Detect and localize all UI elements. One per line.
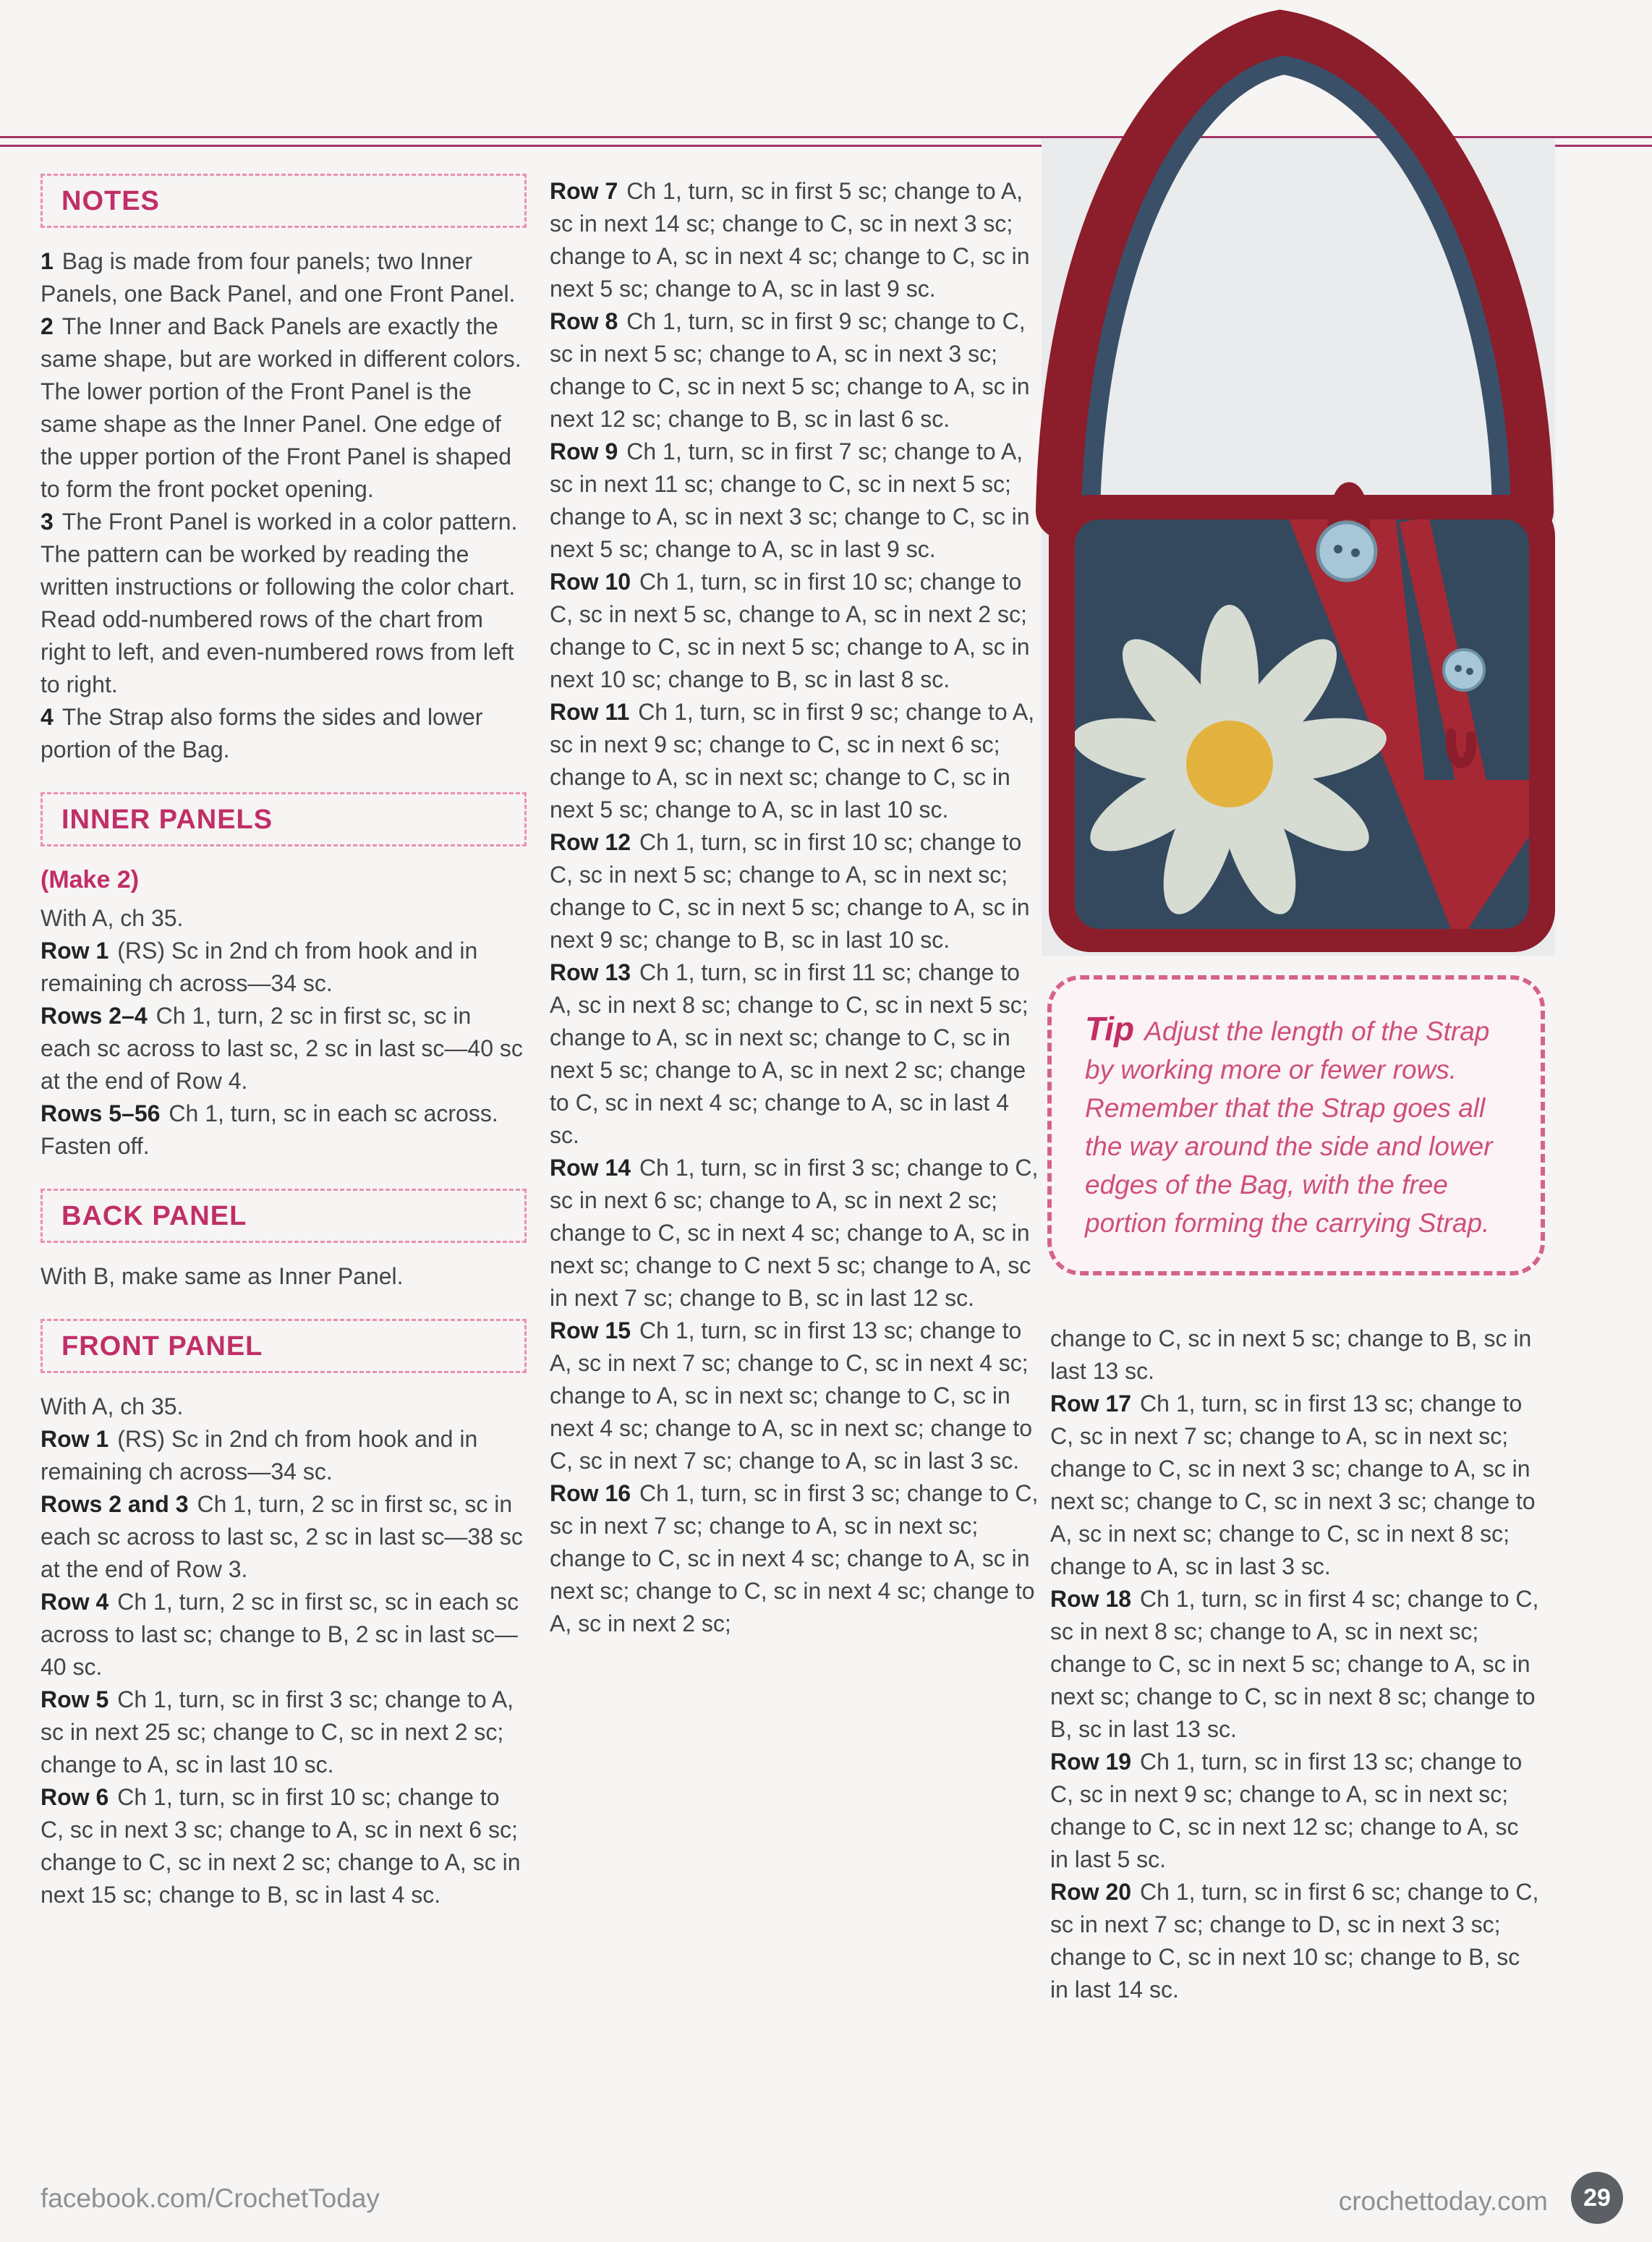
back-panel-section-header: BACK PANEL — [41, 1189, 527, 1243]
pattern-paragraph — [1050, 1746, 1542, 1876]
row-label: Row 1 — [41, 1426, 109, 1452]
pattern-paragraph — [41, 1130, 527, 1163]
row-text: change to C, sc in next 5 sc; change to B, sc in last 13 sc. — [1050, 1325, 1532, 1384]
row-label: Rows 2 and 3 — [41, 1491, 189, 1517]
row-text: Ch 1, turn, sc in first 5 sc; change to A, sc in next 14 sc; change to C, sc in next 3 sc; change to A, sc in next 4 sc; change to C, sc in next 5 sc; change to A, sc in last 9 sc. — [550, 178, 1030, 302]
row-label: Row 17 — [1050, 1390, 1132, 1417]
row-label: Row 13 — [550, 959, 631, 985]
pattern-paragraph — [1050, 1583, 1542, 1746]
pattern-paragraph — [550, 696, 1039, 826]
pattern-paragraph — [41, 1000, 527, 1097]
row-label: Row 10 — [550, 569, 631, 595]
row-text: Ch 1, turn, sc in first 10 sc; change to C, sc in next 5 sc, change to A, sc in next 2 sc; change to C, sc in next 5 sc; change to A, sc in next 10 sc; change to B, sc in last 8 sc. — [550, 569, 1030, 692]
inner-panels-section-header: INNER PANELS — [41, 792, 527, 846]
inner-panels-subtitle: (Make 2) — [41, 866, 140, 893]
row-text: Ch 1, turn, sc in first 13 sc; change to C, sc in next 9 sc; change to A, sc in next sc; change to C, sc in next 12 sc; change to A, sc in last 5 sc. — [1050, 1749, 1523, 1872]
column-middle — [550, 175, 1039, 1640]
row-label: Row 7 — [550, 178, 618, 204]
bag-photo — [1020, 4, 1555, 959]
row-text: Ch 1, turn, sc in first 3 sc; change to C, sc in next 7 sc; change to A, sc in next sc; change to C, sc in next 4 sc; change to A, sc in next sc; change to C, sc in next 4 sc; change to A, sc in next 2 sc; — [550, 1480, 1039, 1636]
row-label: Row 14 — [550, 1155, 631, 1181]
bag-photo-illustration — [1020, 4, 1555, 959]
row-label: Row 1 — [41, 938, 109, 964]
row-text: With B, make same as Inner Panel. — [41, 1263, 404, 1289]
row-text: Ch 1, turn, sc in first 3 sc; change to C, sc in next 6 sc; change to A, sc in next 2 sc; change to C, sc in next 4 sc; change to A, sc in next sc; change to C next 5 sc; change to A, sc in next 7 sc; change to B, sc in last 12 sc. — [550, 1155, 1039, 1311]
row-label: Row 8 — [550, 308, 618, 334]
row-label: Row 20 — [1050, 1879, 1132, 1905]
row-label: Row 11 — [550, 699, 630, 725]
row-label: Row 9 — [550, 438, 618, 464]
pattern-paragraph — [550, 1315, 1039, 1477]
pattern-paragraph — [550, 566, 1039, 696]
front-panel-instructions — [41, 1390, 527, 1911]
pattern-paragraph — [550, 1477, 1039, 1640]
note-text: Bag is made from four panels; two Inner Panels, one Back Panel, and one Front Panel. — [41, 248, 516, 307]
note-number: 4 — [41, 704, 54, 730]
pattern-paragraph — [1050, 1388, 1542, 1583]
note-item — [41, 245, 527, 310]
daisy-center — [1186, 721, 1273, 807]
row-label: Rows 5–56 — [41, 1100, 161, 1126]
row-text: Ch 1, turn, 2 sc in first sc, sc in each sc across to last sc; change to B, 2 sc in last sc—40 sc. — [41, 1589, 519, 1680]
note-item — [41, 701, 527, 766]
tip-box — [1047, 975, 1545, 1275]
row-text: Ch 1, turn, sc in first 11 sc; change to A, sc in next 8 sc; change to C, sc in next 5 sc; change to A, sc in next sc; change to C, sc in next 5 sc; change to A, sc in next 2 sc; change to C, sc in next 4 sc; change to A, sc in last 4 sc. — [550, 959, 1029, 1148]
bag-button — [1318, 522, 1376, 580]
row-text: (RS) Sc in 2nd ch from hook and in remaining ch across—34 sc. — [41, 938, 478, 996]
row-label: Row 18 — [1050, 1586, 1132, 1612]
inner-panels-instructions — [41, 902, 527, 1163]
row-label: Rows 2–4 — [41, 1003, 148, 1029]
pattern-paragraph — [41, 935, 527, 1000]
pattern-paragraph — [41, 1097, 527, 1130]
pattern-paragraph — [41, 1586, 527, 1683]
footer-facebook-url: facebook.com/CrochetToday — [41, 2183, 380, 2213]
note-number: 2 — [41, 313, 54, 339]
row-label: Row 6 — [41, 1784, 109, 1810]
inner-bag-button — [1444, 650, 1484, 690]
pattern-paragraph — [41, 1390, 527, 1423]
pattern-paragraph — [41, 902, 527, 935]
row-text: Ch 1, turn, sc in first 10 sc; change to C, sc in next 3 sc; change to A, sc in next 6 sc; change to C, sc in next 2 sc; change to A, sc in next 15 sc; change to B, sc in last 4 sc. — [41, 1784, 521, 1908]
note-number: 3 — [41, 509, 54, 535]
note-number: 1 — [41, 248, 54, 274]
pattern-paragraph — [41, 1488, 527, 1586]
front-panel-section-header: FRONT PANEL — [41, 1319, 527, 1373]
pattern-paragraph — [41, 1423, 527, 1488]
column-left — [41, 174, 527, 1911]
pattern-paragraph — [1050, 1876, 1542, 2006]
row-text: With A, ch 35. — [41, 1393, 184, 1419]
pattern-paragraph — [41, 1683, 527, 1781]
footer-website-url: crochettoday.com — [1338, 2186, 1548, 2216]
column-right — [1050, 1322, 1542, 2006]
note-text: The Strap also forms the sides and lower portion of the Bag. — [41, 704, 483, 763]
row-label: Row 4 — [41, 1589, 109, 1615]
pattern-paragraph — [550, 436, 1039, 566]
row-text: Fasten off. — [41, 1133, 150, 1159]
row-text: (RS) Sc in 2nd ch from hook and in remaining ch across—34 sc. — [41, 1426, 478, 1485]
tip-text: Adjust the length of the Strap by working more or fewer rows. Remember that the Strap goes all the way around the side and lower edges of the Bag, with the free portion forming the carrying Strap. — [1085, 1016, 1493, 1238]
row-label: Row 12 — [550, 829, 631, 855]
row-text: Ch 1, turn, sc in first 7 sc; change to A, sc in next 11 sc; change to C, sc in next 5 sc; change to A, sc in next 3 sc; change to C, sc in next 5 sc; change to A, sc in last 9 sc. — [550, 438, 1030, 562]
note-item — [41, 506, 527, 701]
notes-list — [41, 245, 527, 766]
pattern-paragraph — [550, 305, 1039, 436]
row-label: Row 19 — [1050, 1749, 1132, 1775]
row-text: Ch 1, turn, sc in first 13 sc; change to A, sc in next 7 sc; change to C, sc in next 4 sc; change to A, sc in next sc; change to C, sc in next 4 sc; change to A, sc in next sc; change to C, sc in next 7 sc; change to A, sc in last 3 sc. — [550, 1317, 1033, 1474]
pattern-paragraph — [41, 1781, 527, 1911]
row-text: Ch 1, turn, sc in first 10 sc; change to C, sc in next 5 sc; change to A, sc in next sc; change to C, sc in next 5 sc; change to A, sc in next 9 sc; change to B, sc in last 10 sc. — [550, 829, 1030, 953]
back-panel-instructions — [41, 1260, 527, 1293]
row-text: Ch 1, turn, sc in each sc across. — [169, 1100, 498, 1126]
pattern-paragraph — [1050, 1322, 1542, 1388]
row-label: Row 16 — [550, 1480, 631, 1506]
row-label: Row 5 — [41, 1686, 109, 1712]
row-text: Ch 1, turn, sc in first 4 sc; change to C, sc in next 8 sc; change to A, sc in next sc; change to C, sc in next 5 sc; change to A, sc in next sc; change to C, sc in next 8 sc; change to B, sc in last 13 sc. — [1050, 1586, 1539, 1742]
page-number-badge: 29 — [1571, 2172, 1623, 2224]
row-label: Row 15 — [550, 1317, 631, 1343]
notes-section-header: NOTES — [41, 174, 527, 228]
pattern-paragraph — [550, 1152, 1039, 1315]
row-text: Ch 1, turn, sc in first 9 sc; change to A, sc in next 9 sc; change to C, sc in next 6 sc; change to A, sc in next sc; change to C, sc in next 5 sc; change to A, sc in last 10 sc. — [550, 699, 1035, 823]
row-text: Ch 1, turn, 2 sc in first sc, sc in each sc across to last sc, 2 sc in last sc—38 sc at the end of Row 3. — [41, 1491, 523, 1582]
pattern-paragraph — [550, 175, 1039, 305]
row-text: Ch 1, turn, sc in first 6 sc; change to C, sc in next 7 sc; change to D, sc in next 3 sc; change to C, sc in next 10 sc; change to B, sc in last 14 sc. — [1050, 1879, 1539, 2003]
pattern-paragraph — [550, 956, 1039, 1152]
row-text: Ch 1, turn, sc in first 13 sc; change to C, sc in next 7 sc; change to A, sc in next sc; change to C, sc in next 3 sc; change to A, sc in next sc; change to C, sc in next 3 sc; change to A, sc in next sc; change to C, sc in next 8 sc; change to A, sc in last 3 sc. — [1050, 1390, 1536, 1579]
front-panel-instructions-end — [1050, 1322, 1542, 2006]
pattern-paragraph — [41, 1260, 527, 1293]
row-text: Ch 1, turn, 2 sc in first sc, sc in each sc across to last sc, 2 sc in last sc—40 sc at the end of Row 4. — [41, 1003, 523, 1094]
row-text: Ch 1, turn, sc in first 9 sc; change to C, sc in next 5 sc; change to A, sc in next 3 sc; change to C, sc in next 5 sc; change to A, sc in next 12 sc; change to B, sc in last 6 sc. — [550, 308, 1030, 432]
note-text: The Front Panel is worked in a color pattern. The pattern can be worked by reading the written instructions or following the color chart. Read odd-numbered rows of the chart from right to left, and even-numbered rows from left to right. — [41, 509, 518, 697]
row-text: Ch 1, turn, sc in first 3 sc; change to A, sc in next 25 sc; change to C, sc in next 2 sc; change to A, sc in last 10 sc. — [41, 1686, 514, 1778]
front-panel-instructions-continued — [550, 175, 1039, 1640]
note-text: The Inner and Back Panels are exactly the same shape, but are worked in different colors. The lower portion of the Front Panel is the same shape as the Inner Panel. One edge of the upper portion of the Front Panel is shaped to form the front pocket opening. — [41, 313, 521, 502]
tip-label: Tip — [1085, 1010, 1135, 1048]
row-text: With A, ch 35. — [41, 905, 184, 931]
note-item — [41, 310, 527, 506]
pattern-paragraph — [550, 826, 1039, 956]
